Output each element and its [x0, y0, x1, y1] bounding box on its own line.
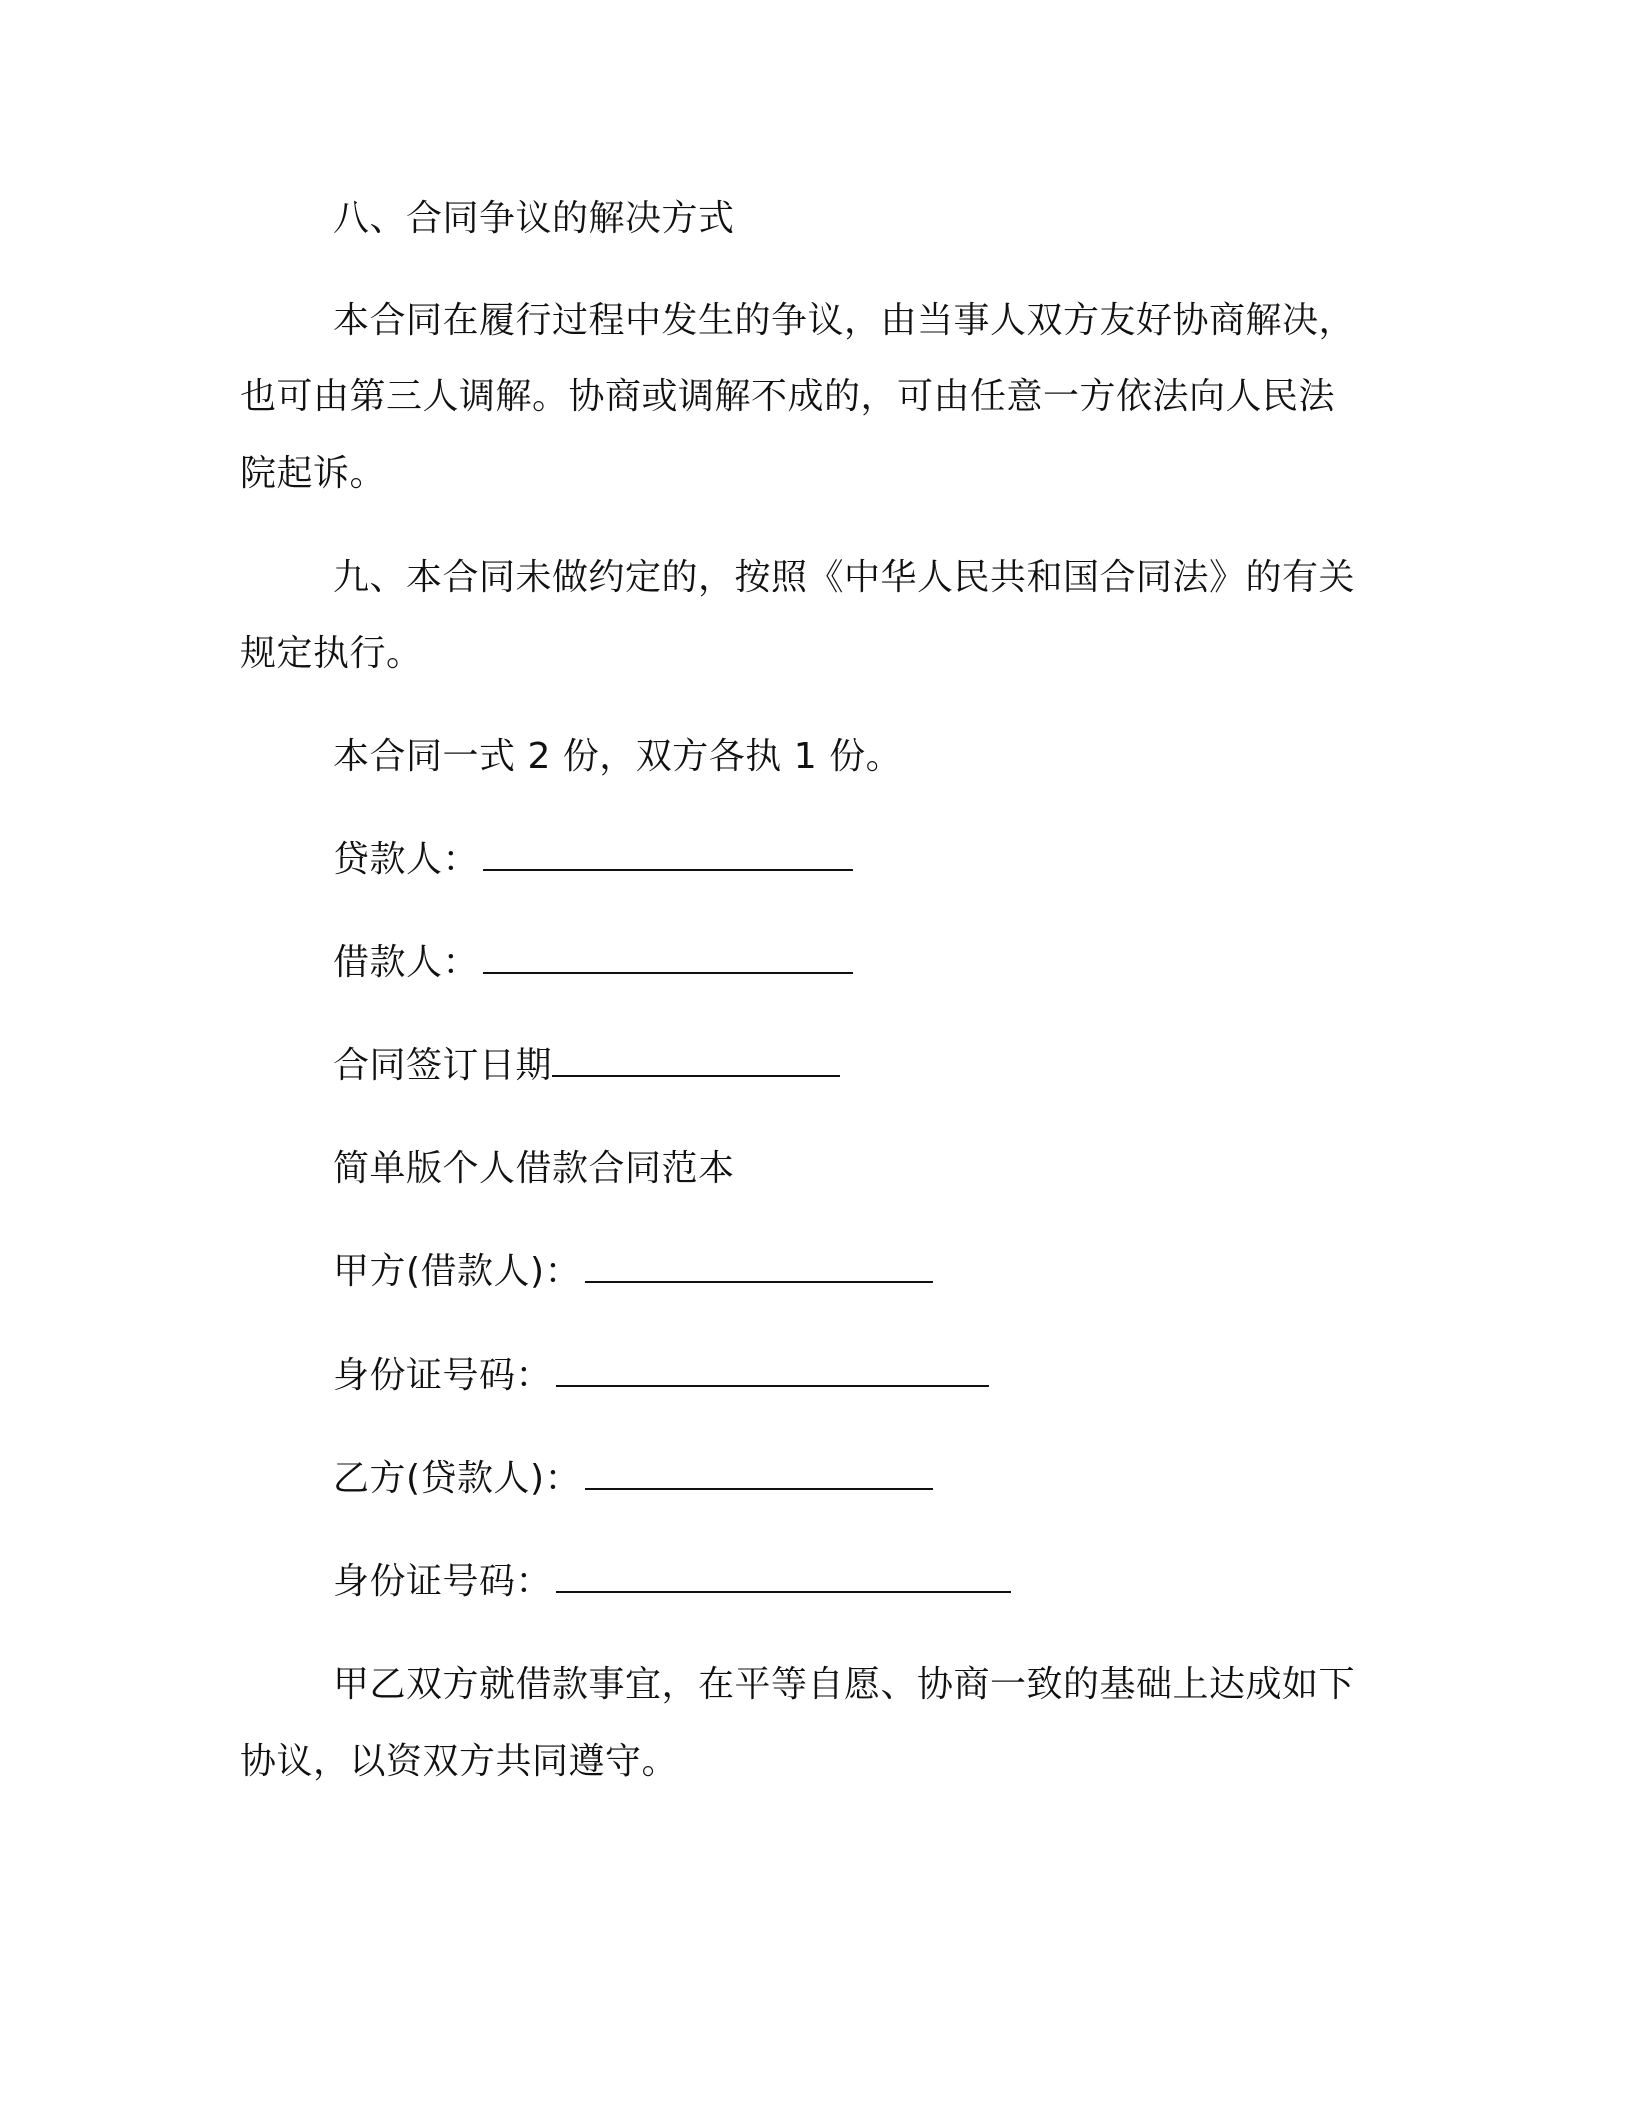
section8-body-line-3: 院起诉。	[240, 453, 387, 494]
sign-date-line	[333, 1042, 840, 1090]
template-title: 简单版个人借款合同范本	[333, 1148, 735, 1189]
agreement-intro-line-1: 甲乙双方就借款事宜，在平等自愿、协商一致的基础上达成如下	[333, 1664, 1356, 1705]
party-a-blank[interactable]	[585, 1251, 933, 1283]
borrower-blank[interactable]	[483, 942, 853, 974]
copies-note: 本合同一式 2 份，双方各执 1 份。	[333, 736, 903, 777]
party-b-id-line	[333, 1558, 1011, 1606]
lender-signature-line	[333, 836, 853, 884]
party-b-line	[333, 1455, 933, 1503]
party-a-id-line	[333, 1352, 989, 1400]
borrower-label: 借款人：	[333, 942, 480, 983]
party-a-label: 甲方(借款人)：	[333, 1251, 582, 1292]
party-b-id-blank[interactable]	[556, 1561, 1011, 1593]
party-a-line	[333, 1248, 933, 1296]
borrower-signature-line	[333, 939, 853, 987]
party-b-blank[interactable]	[585, 1458, 933, 1490]
party-b-id-label: 身份证号码：	[333, 1561, 553, 1602]
section9-body-line-1: 九、本合同未做约定的，按照《中华人民共和国合同法》的有关	[333, 557, 1356, 598]
section9-body-line-2: 规定执行。	[240, 633, 423, 674]
lender-label: 贷款人：	[333, 839, 480, 880]
section8-heading: 八、合同争议的解决方式	[333, 198, 735, 239]
agreement-intro-line-2: 协议，以资双方共同遵守。	[240, 1741, 679, 1782]
party-b-label: 乙方(贷款人)：	[333, 1458, 582, 1499]
lender-blank[interactable]	[483, 839, 853, 871]
section8-body-line-2: 也可由第三人调解。协商或调解不成的，可由任意一方依法向人民法	[240, 376, 1336, 417]
sign-date-blank[interactable]	[552, 1045, 840, 1077]
section8-body-line-1: 本合同在履行过程中发生的争议，由当事人双方友好协商解决，	[333, 300, 1356, 341]
party-a-id-blank[interactable]	[556, 1355, 989, 1387]
party-a-id-label: 身份证号码：	[333, 1355, 553, 1396]
sign-date-label: 合同签订日期	[333, 1045, 553, 1086]
